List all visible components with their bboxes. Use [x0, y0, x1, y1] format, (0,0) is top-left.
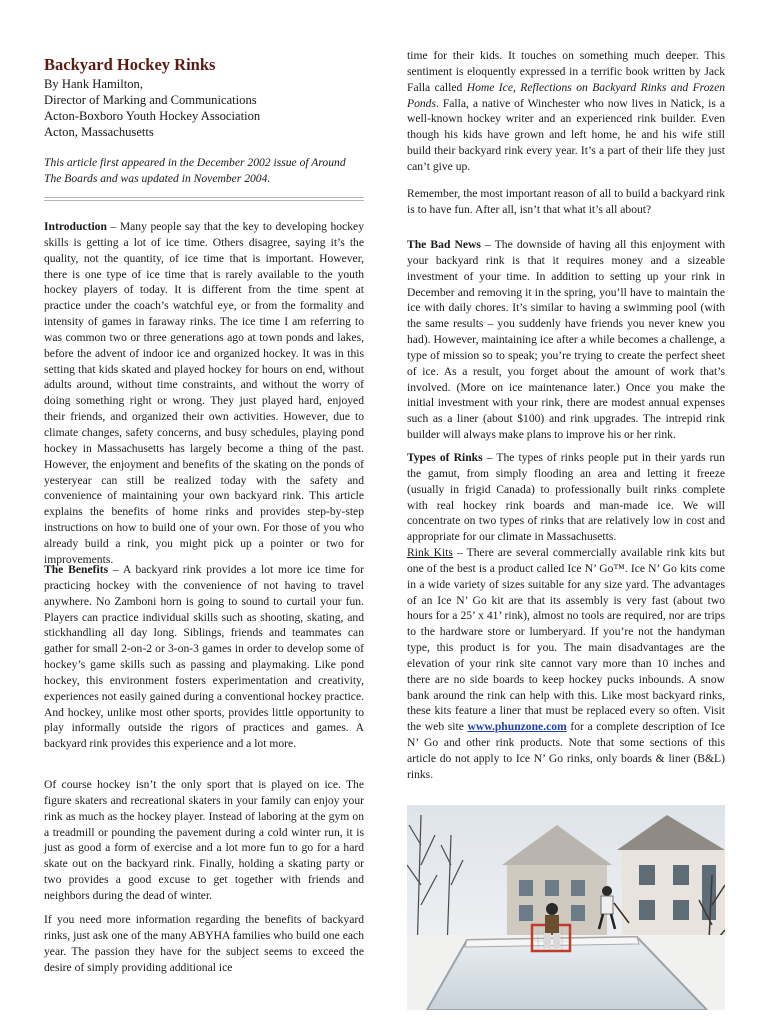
- benefits-text: – A backyard rink provides a lot more ice time for practicing hockey with the convenience of not having to travel anywhere. No Zamboni horn is going to sound to curtail your fun. Players can practice individual skills such as shooting, skating, and stickhandling all day long. Siblings, friends and teammates can gather for small 2-on-2 or 3-on-3 games in order to develop some of hockey’s game skills such as passing and playmaking. Like pond hockey, this environment fosters experimentation and creativity, experiences not easily gained during a conventional hockey practice. And hockey, unlike most other sports, provides little opportunity to play informally outside the rigors of practices and games. A backyard rink provides this experience and a lot more.: [44, 563, 364, 751]
- section-divider: [44, 197, 364, 201]
- more-info-paragraph: If you need more information regarding the benefits of backyard rinks, just ask one of the many ABYHA families who build one each year. The passion they have for the subject seems to exceed the desire of simply providing additional ice: [44, 913, 364, 974]
- rink-kits-heading: Rink Kits: [407, 546, 453, 559]
- types-heading: Types of Rinks: [407, 451, 483, 464]
- types-text: – The types of rinks people put in their yards run the gamut, from simply flooding an area and letting it freeze (usually in frigid Canada) to professionally built rinks complete with real hockey rink boards and man-made ice. We will concentrate on two types of rinks that are relatively low in cost and appropriate for our climate in Massachusetts.: [407, 451, 725, 544]
- byline-location: Acton, Massachusetts: [44, 125, 154, 139]
- publication-note: This article first appeared in the December 2002 issue of Around The Boards and was updated in November 2004.: [44, 156, 346, 185]
- phunzone-link[interactable]: www.phunzone.com: [467, 720, 567, 734]
- byline-organization: Acton-Boxboro Youth Hockey Association: [44, 109, 261, 123]
- intro-text: – Many people say that the key to developing hockey skills is getting a lot of ice time. Others disagree, saying it’s the quality, not the quantity, of ice time that is important. However, there is one type of ice time that is rarely available to the youth hockey players of today. It is different from the time spent at practice under the coach’s watchful eye, or from the formality and intensity of games in faraway rinks. The ice time I am referring to was common two or three generations ago at town ponds and lakes, before the advent of indoor ice and organized hockey. It was in this setting that kids skated and played hockey for hours on end, without adults around, without time constraints, and without the worry of doing something right or wrong. They just played hard, enjoyed their friends, and organized their own activities. However, due to climate changes, safety concerns, and busy schedules, playing pond hockey in Massachusetts has largely become a thing of the past. However, the enjoyment and benefits of the skating on the ponds of yesteryear can still be realized today with the safety and convenience of maintaining your own backyard rink. This article explains the benefits of home rinks and provides step-by-step instructions on how to build one of your own. For those of you who already build a rink, you might pick up a pointer or two for improvements.: [44, 220, 364, 566]
- bad-news-heading: The Bad News: [407, 238, 481, 251]
- types-paragraph: [407, 450, 725, 545]
- intro-paragraph: [44, 219, 364, 568]
- remember-paragraph: Remember, the most important reason of all to build a backyard rink is to have fun. After all, isn’t that what it’s all about?: [407, 187, 725, 216]
- byline-role: Director of Marking and Communications: [44, 93, 257, 107]
- benefits-paragraph: [44, 562, 364, 752]
- book-title: Home Ice, Reflections on Backyard Rinks and Frozen Ponds: [407, 80, 726, 110]
- bad-news-paragraph: [407, 237, 725, 443]
- other-sports-paragraph: Of course hockey isn’t the only sport that is played on ice. The figure skaters and recreational skaters in your family can enjoy your rink as much as the hockey player. Instead of laboring at the gym on a treadmill or pounding the pavement during a cold winter run, it is just as good a form of exercise and a lot more fun to go for a hard skate out on the backyard rink. Finally, holding a skating party or two provides a good excuse to get together with friends and neighbors during the dead of winter.: [44, 778, 364, 902]
- article-title: Backyard Hockey Rinks: [44, 55, 216, 74]
- benefits-heading: The Benefits: [44, 563, 109, 576]
- rink-kits-text-2: for a complete description of Ice N’ Go and other rink products. Note that some sections of this article do not apply to Ice N’ Go rinks, only boards & liner (B&L) rinks.: [407, 720, 725, 781]
- byline-author: By Hank Hamilton,: [44, 77, 143, 91]
- rink-kits-text-1: – There are several commercially available rink kits but one of the best is a product called Ice N’ Go™. Ice N’ Go kits come in a wide variety of sizes suitable for any size yard. The advantages of an Ice N’ Go kit are that its assembly is very fast (about two hours for a 25’ x 41’ rink), almost no tools are required, nor are trips to the hardware store or lumberyard. If you’re not the handyman type, this product is for you. The main disadvantages are the elevation of your rink site cannot vary more than 10 inches and there are no side boards to keep hockey pucks inbounds. A snow bank around the rink can help with this. Like most backyard rinks, these kits feature a liner that must be replaced every so often. Visit the web site: [407, 546, 725, 734]
- backyard-rink-photo: [407, 805, 725, 1010]
- rink-kits-paragraph: [407, 545, 725, 783]
- intro-heading: Introduction: [44, 220, 107, 233]
- byline: [44, 76, 364, 140]
- bad-news-text: – The downside of having all this enjoyment with your backyard rink is that it requires money and a sizeable investment of your time. In addition to setting up your rink in December and removing it in the spring, you’ll have to maintain the ice with daily chores. It’s similar to having a swimming pool (with the same results – you suddenly have friends you never knew you had). However, maintaining ice after a while becomes a challenge, a type of mission so to speak; you’re trying to create the perfect sheet of ice. As a result, you forget about the amount of work that’s involved. (More on ice maintenance later.) Once you make the initial investment with your rink, there are modest annual expenses such as a liner (about $100) and rink upgrades. The intrepid rink builder will always make plans to improve his or her rink.: [407, 238, 725, 442]
- continued-text-end: . Falla, a native of Winchester who now lives in Natick, is a well-known hockey writer and an experienced rink builder. Even though his kids have grown and left home, he and his wife still build their backyard rink every year. It’s a part of their life they just can’t give up.: [407, 96, 725, 173]
- continued-text-start: time for their kids. It touches on something much deeper. This sentiment is eloquently expressed in a terrific book written by Jack Falla called: [407, 49, 725, 94]
- continued-paragraph: [407, 48, 725, 175]
